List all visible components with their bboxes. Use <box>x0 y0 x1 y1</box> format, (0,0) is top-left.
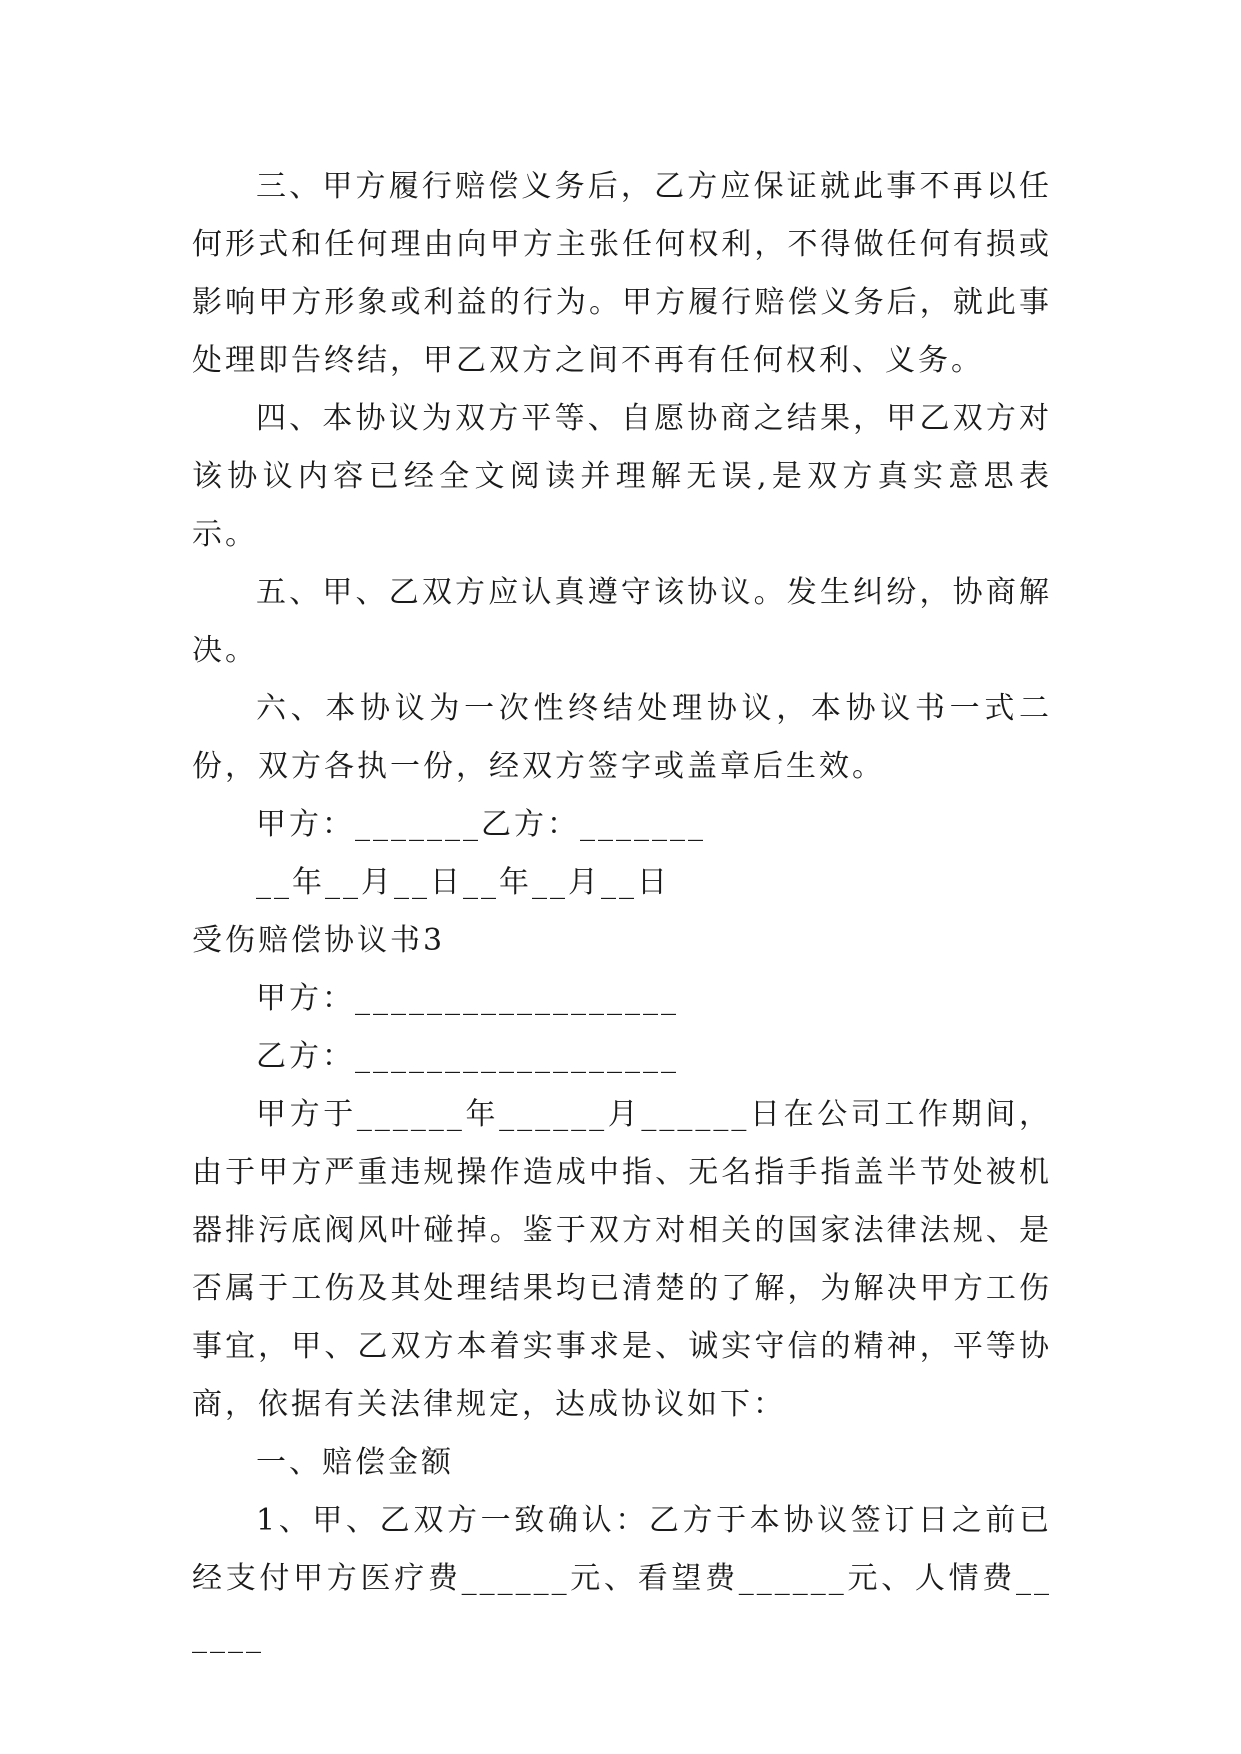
clause-3-paragraph: 三、甲方履行赔偿义务后，乙方应保证就此事不再以任何形式和任何理由向甲方主张任何权利，不得做任何有损或影响甲方形象或利益的行为。甲方履行赔偿义务后，就此事处理即告终结，甲乙双方之间不再有任何权利、义务。 <box>192 169 1052 378</box>
item-1-paragraph: 1、甲、乙双方一致确认：乙方于本协议签订日之前已经支付甲方医疗费______元、看望费______元、人情费______ <box>192 1503 1052 1654</box>
clause-6-paragraph: 六、本协议为一次性终结处理协议，本协议书一式二份，双方各执一份，经双方签字或盖章后生效。 <box>192 691 1052 784</box>
party-a-line: 甲方：__________________ <box>256 981 679 1016</box>
signature-line: 甲方：_______乙方：_______ <box>256 807 706 842</box>
section-1-heading: 一、赔偿金额 <box>256 1445 454 1480</box>
clause-4-paragraph: 四、本协议为双方平等、自愿协商之结果，甲乙双方对该协议内容已经全文阅读并理解无误,是双方真实意思表示。 <box>192 401 1052 552</box>
preamble-paragraph: 甲方于______年______月______日在公司工作期间，由于甲方严重违规操作造成中指、无名指手指盖半节处被机器排污底阀风叶碰掉。鉴于双方对相关的国家法律法规、是否属于工伤及其处理结果均已清楚的了解，为解决甲方工伤事宜，甲、乙双方本着实事求是、诚实守信的精神，平等协商，依据有关法律规定，达成协议如下： <box>192 1097 1052 1422</box>
document-body <box>192 158 1052 1666</box>
date-line: __年__月__日__年__月__日 <box>256 865 670 900</box>
clause-5-paragraph: 五、甲、乙双方应认真遵守该协议。发生纠纷，协商解决。 <box>192 575 1052 668</box>
party-b-line: 乙方：__________________ <box>256 1039 679 1074</box>
document-3-title: 受伤赔偿协议书3 <box>192 923 446 958</box>
